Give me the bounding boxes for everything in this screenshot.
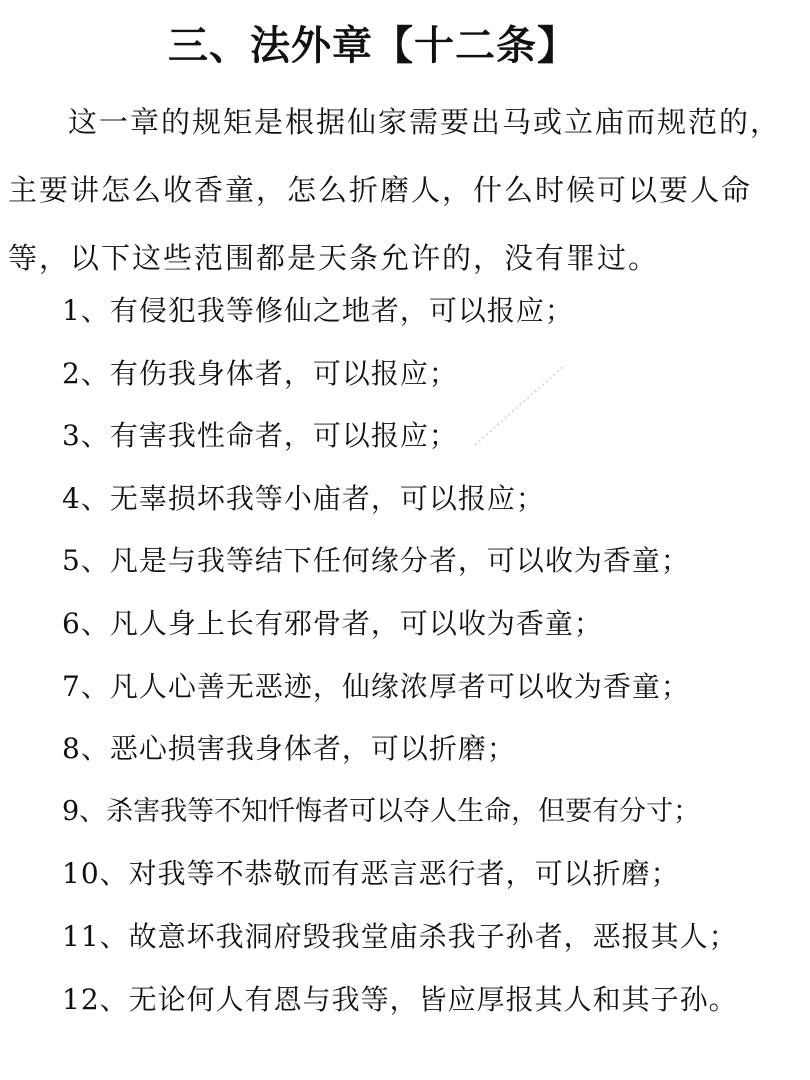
rule-item: 1、有侵犯我等修仙之地者，可以报应； bbox=[62, 294, 574, 327]
rule-item: 7、凡人心善无恶迹，仙缘浓厚者可以收为香童； bbox=[62, 669, 690, 703]
rules-list bbox=[62, 280, 808, 1031]
rule-item: 5、凡是与我等结下任何缘分者，可以收为香童； bbox=[62, 544, 690, 578]
intro-paragraph: 这一章的规矩是根据仙家需要出马或立庙而规范的，主要讲怎么收香童，怎么折磨人，什么时候可以要人命等，以下这些范围都是天条允许的，没有罪过。 bbox=[8, 105, 782, 275]
rule-item: 4、无辜损坏我等小庙者，可以报应； bbox=[62, 481, 545, 515]
rule-item: 6、凡人身上长有邪骨者，可以收为香童； bbox=[62, 606, 603, 640]
rule-item: 11、故意坏我洞府毁我堂庙杀我子孙者，恶报其人； bbox=[62, 919, 738, 953]
rule-item: 2、有伤我身体者，可以报应； bbox=[62, 356, 458, 390]
chapter-title: 三、法外章【十二条】 bbox=[168, 23, 578, 69]
rule-item: 9、杀害我等不知忏悔者可以夺人生命，但要有分寸； bbox=[62, 795, 701, 827]
rule-item: 12、无论何人有恩与我等，皆应厚报其人和其子孙。 bbox=[62, 982, 738, 1016]
rule-item: 8、恶心损害我身体者，可以折磨； bbox=[62, 732, 516, 766]
rule-item: 3、有害我性命者，可以报应； bbox=[62, 419, 458, 453]
rule-item: 10、对我等不恭敬而有恶言恶行者，可以折磨； bbox=[62, 857, 680, 891]
